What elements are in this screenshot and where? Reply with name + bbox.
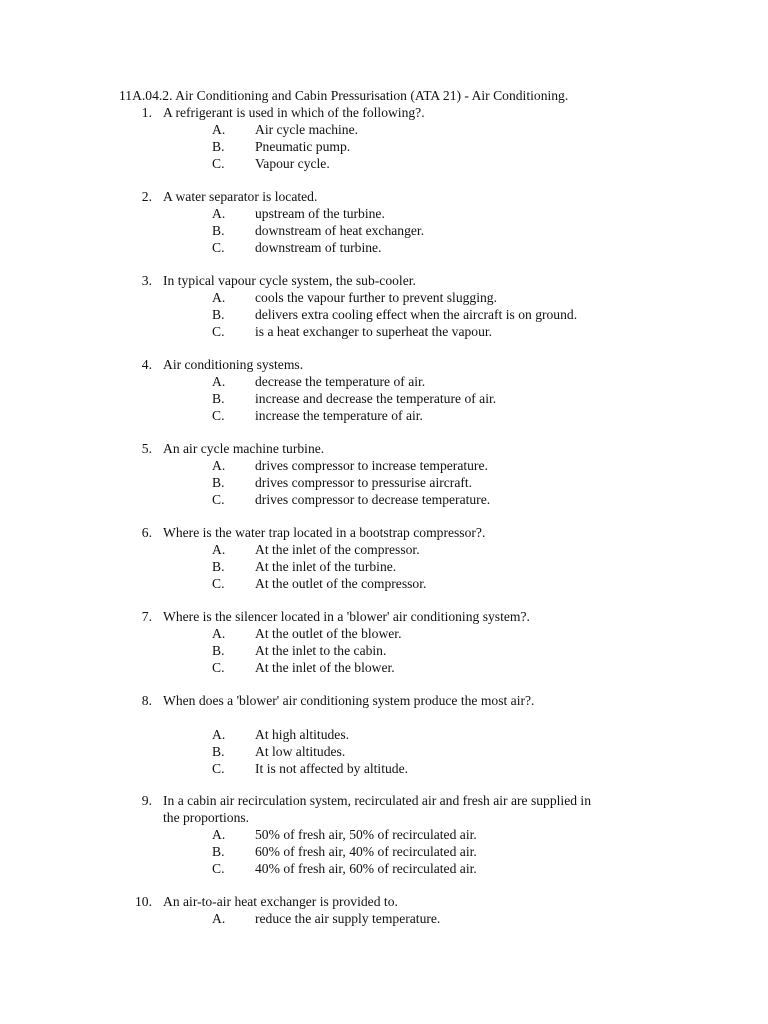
- option-c: [0, 239, 768, 256]
- option-b: [0, 743, 768, 760]
- option-letter: A.: [212, 122, 226, 137]
- option-text: At the inlet to the cabin.: [255, 643, 387, 658]
- option-text: reduce the air supply temperature.: [255, 911, 441, 926]
- question-number: 10.: [135, 894, 152, 909]
- option-letter: C.: [212, 492, 225, 507]
- option-text: cools the vapour further to prevent slugging.: [255, 290, 497, 305]
- question-3: [0, 272, 768, 340]
- option-letter: A.: [212, 374, 226, 389]
- option-letter: B.: [212, 391, 225, 406]
- question-line: [0, 792, 768, 809]
- question-text: A refrigerant is used in which of the following?.: [163, 105, 425, 120]
- option-letter: B.: [212, 744, 225, 759]
- question-number: 4.: [141, 357, 152, 372]
- question-1: [0, 104, 768, 172]
- option-text: At high altitudes.: [255, 727, 350, 742]
- option-letter: A.: [212, 290, 226, 305]
- question-number: 5.: [141, 441, 152, 456]
- question-2: [0, 188, 768, 256]
- option-letter: A.: [212, 626, 226, 641]
- question-number: 7.: [141, 609, 152, 624]
- question-text: An air cycle machine turbine.: [163, 441, 325, 456]
- option-a: [0, 121, 768, 138]
- option-text: increase and decrease the temperature of air.: [255, 391, 497, 406]
- question-text: A water separator is located.: [163, 189, 318, 204]
- option-text: delivers extra cooling effect when the aircraft is on ground.: [255, 307, 578, 322]
- option-letter: B.: [212, 223, 225, 238]
- question-line: [0, 524, 768, 541]
- question-line: [0, 272, 768, 289]
- option-b: [0, 558, 768, 575]
- option-text: Pneumatic pump.: [255, 139, 351, 154]
- question-line-continued: [0, 809, 768, 826]
- option-text: 50% of fresh air, 50% of recirculated air.: [255, 827, 477, 842]
- option-letter: C.: [212, 408, 225, 423]
- option-c: [0, 860, 768, 877]
- option-a: [0, 726, 768, 743]
- option-text: Vapour cycle.: [255, 156, 330, 171]
- option-text: drives compressor to pressurise aircraft.: [255, 475, 473, 490]
- option-text: is a heat exchanger to superheat the vapour.: [255, 324, 493, 339]
- option-text: At low altitudes.: [255, 744, 346, 759]
- option-text: Air cycle machine.: [255, 122, 359, 137]
- option-letter: C.: [212, 156, 225, 171]
- option-text: At the outlet of the compressor.: [255, 576, 427, 591]
- option-text: At the outlet of the blower.: [255, 626, 402, 641]
- option-c: [0, 575, 768, 592]
- option-c: [0, 491, 768, 508]
- option-text: 40% of fresh air, 60% of recirculated air.: [255, 861, 477, 876]
- question-line: [0, 188, 768, 205]
- option-letter: A.: [212, 542, 226, 557]
- question-9: [0, 792, 768, 877]
- question-line: [0, 692, 768, 709]
- option-letter: A.: [212, 727, 226, 742]
- option-b: [0, 474, 768, 491]
- question-text: An air-to-air heat exchanger is provided to.: [163, 894, 398, 909]
- question-line: [0, 104, 768, 121]
- option-a: [0, 289, 768, 306]
- question-line: [0, 893, 768, 910]
- option-a: [0, 373, 768, 390]
- question-7: [0, 608, 768, 676]
- option-c: [0, 155, 768, 172]
- question-number: 9.: [141, 793, 152, 808]
- question-number: 6.: [141, 525, 152, 540]
- option-c: [0, 323, 768, 340]
- question-number: 1.: [141, 105, 152, 120]
- option-letter: C.: [212, 861, 225, 876]
- option-letter: C.: [212, 324, 225, 339]
- question-6: [0, 524, 768, 592]
- option-text: It is not affected by altitude.: [255, 761, 409, 776]
- question-text: Where is the water trap located in a bootstrap compressor?.: [163, 525, 486, 540]
- question-4: [0, 356, 768, 424]
- option-text: At the inlet of the compressor.: [255, 542, 420, 557]
- option-letter: C.: [212, 761, 225, 776]
- option-a: [0, 457, 768, 474]
- question-text: Where is the silencer located in a 'blower' air conditioning system?.: [163, 609, 530, 624]
- option-b: [0, 306, 768, 323]
- option-letter: B.: [212, 307, 225, 322]
- option-letter: B.: [212, 643, 225, 658]
- question-text: the proportions.: [163, 810, 250, 825]
- question-number: 3.: [141, 273, 152, 288]
- option-letter: A.: [212, 206, 226, 221]
- option-a: [0, 205, 768, 222]
- question-number: 8.: [141, 693, 152, 708]
- option-text: At the inlet of the blower.: [255, 660, 395, 675]
- option-letter: A.: [212, 827, 226, 842]
- option-letter: B.: [212, 559, 225, 574]
- option-letter: B.: [212, 844, 225, 859]
- question-text: In typical vapour cycle system, the sub-cooler.: [163, 273, 416, 288]
- spacer: [0, 709, 768, 726]
- option-letter: A.: [212, 458, 226, 473]
- option-a: [0, 541, 768, 558]
- question-8: [0, 692, 768, 777]
- option-b: [0, 642, 768, 659]
- question-line: [0, 440, 768, 457]
- option-text: 60% of fresh air, 40% of recirculated air.: [255, 844, 477, 859]
- option-b: [0, 138, 768, 155]
- question-line: [0, 608, 768, 625]
- option-text: downstream of turbine.: [255, 240, 382, 255]
- option-letter: B.: [212, 139, 225, 154]
- question-text: In a cabin air recirculation system, recirculated air and fresh air are supplied in: [163, 793, 592, 808]
- question-number: 2.: [141, 189, 152, 204]
- option-letter: C.: [212, 576, 225, 591]
- question-line: [0, 356, 768, 373]
- option-b: [0, 390, 768, 407]
- option-text: increase the temperature of air.: [255, 408, 423, 423]
- option-text: drives compressor to decrease temperature.: [255, 492, 491, 507]
- option-text: At the inlet of the turbine.: [255, 559, 397, 574]
- option-b: [0, 222, 768, 239]
- option-c: [0, 407, 768, 424]
- question-text: When does a 'blower' air conditioning system produce the most air?.: [163, 693, 535, 708]
- option-a: [0, 826, 768, 843]
- option-b: [0, 843, 768, 860]
- option-text: decrease the temperature of air.: [255, 374, 426, 389]
- option-a: [0, 910, 768, 927]
- option-text: upstream of the turbine.: [255, 206, 385, 221]
- question-5: [0, 440, 768, 508]
- question-10: [0, 893, 768, 927]
- question-text: Air conditioning systems.: [163, 357, 304, 372]
- option-letter: C.: [212, 240, 225, 255]
- option-a: [0, 625, 768, 642]
- option-text: drives compressor to increase temperature.: [255, 458, 488, 473]
- option-letter: A.: [212, 911, 226, 926]
- option-c: [0, 760, 768, 777]
- option-letter: C.: [212, 660, 225, 675]
- option-text: downstream of heat exchanger.: [255, 223, 425, 238]
- option-letter: B.: [212, 475, 225, 490]
- page-title: 11A.04.2. Air Conditioning and Cabin Pressurisation (ATA 21) - Air Conditioning.: [119, 88, 569, 103]
- option-c: [0, 659, 768, 676]
